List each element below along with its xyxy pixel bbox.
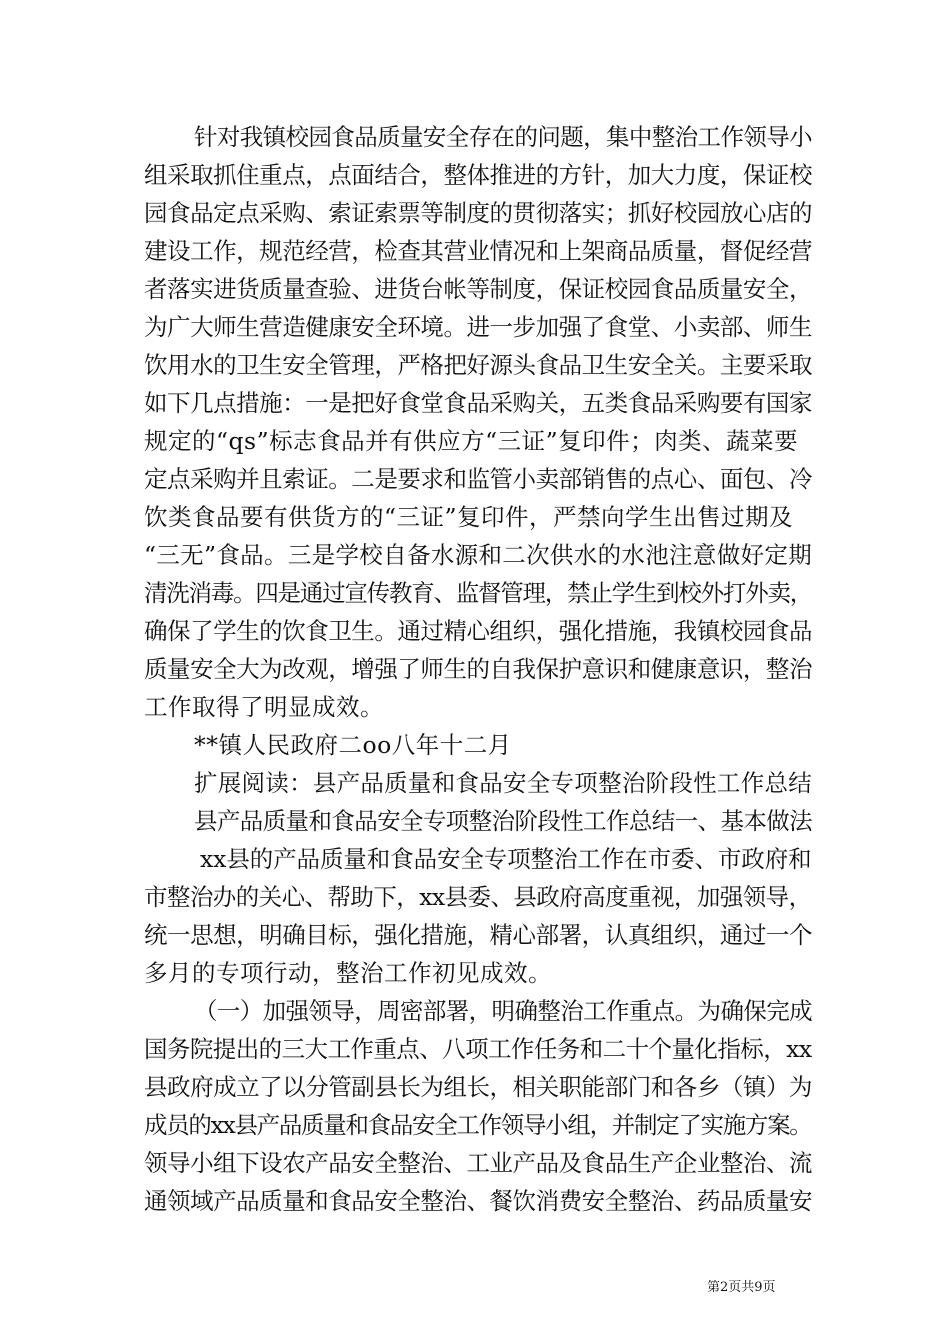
text-line: 市整治办的关心、帮助下，xx县委、县政府高度重视，加强领导， [144,883,812,911]
extended-reading-title: 扩展阅读：县产品质量和食品安全专项整治阶段性工作总结 [194,769,812,797]
text-line: 者落实进货质量查验、进货台帐等制度，保证校园食品质量安全， [144,275,812,303]
text-line: xx县的产品质量和食品安全专项整治工作在市委、市政府和 [200,845,812,873]
signature-line: **镇人民政府二oo八年十二月 [194,731,512,759]
text-line: （一）加强领导，周密部署，明确整治工作重点。为确保完成 [194,997,812,1025]
text-line: 针对我镇校园食品质量安全存在的问题，集中整治工作领导小 [194,123,812,151]
text-line: 为广大师生营造健康安全环境。进一步加强了食堂、小卖部、师生 [144,313,812,341]
text-line: 清洗消毒。四是通过宣传教育、监督管理，禁止学生到校外打外卖， [144,579,812,607]
text-line: 县政府成立了以分管副县长为组长，相关职能部门和各乡（镇）为 [144,1073,812,1101]
text-line: 建设工作，规范经营，检查其营业情况和上架商品质量，督促经营 [144,237,812,265]
text-line: 工作取得了明显成效。 [144,693,384,721]
text-line: 质量安全大为改观，增强了师生的自我保护意识和健康意识，整治 [144,655,812,683]
text-line: 统一思想，明确目标，强化措施，精心部署，认真组织，通过一个 [144,921,812,949]
text-line: 通领域产品质量和食品安全整治、餐饮消费安全整治、药品质量安 [144,1187,812,1215]
text-line: 如下几点措施：一是把好食堂食品采购关，五类食品采购要有国家 [144,389,812,417]
text-line: 领导小组下设农产品安全整治、工业产品及食品生产企业整治、流 [144,1149,812,1177]
text-line: 饮用水的卫生安全管理，严格把好源头食品卫生安全关。主要采取 [144,351,812,379]
text-line: 组采取抓住重点，点面结合，整体推进的方针，加大力度，保证校 [144,161,812,189]
text-line: 多月的专项行动，整治工作初见成效。 [144,959,552,987]
text-line: 成员的xx县产品质量和食品安全工作领导小组，并制定了实施方案。 [144,1111,812,1139]
text-line: 确保了学生的饮食卫生。通过精心组织，强化措施，我镇校园食品 [144,617,812,645]
text-line: “三无”食品。三是学校自备水源和二次供水的水池注意做好定期 [144,541,813,569]
text-line: 国务院提出的三大工作重点、八项工作任务和二十个量化指标，xx [144,1035,812,1063]
text-line: 定点采购并且索证。二是要求和监管小卖部销售的点心、面包、冷 [144,465,812,493]
page-number: 第2页共9页 [707,1280,776,1295]
text-line: 规定的“qs”标志食品并有供应方“三证”复印件；肉类、蔬菜要 [144,427,799,455]
text-line: 园食品定点采购、索证索票等制度的贯彻落实；抓好校园放心店的 [144,199,812,227]
text-line: 饮类食品要有供货方的“三证”复印件，严禁向学生出售过期及 [144,503,794,531]
section-heading: 县产品质量和食品安全专项整治阶段性工作总结一、基本做法 [194,807,812,835]
